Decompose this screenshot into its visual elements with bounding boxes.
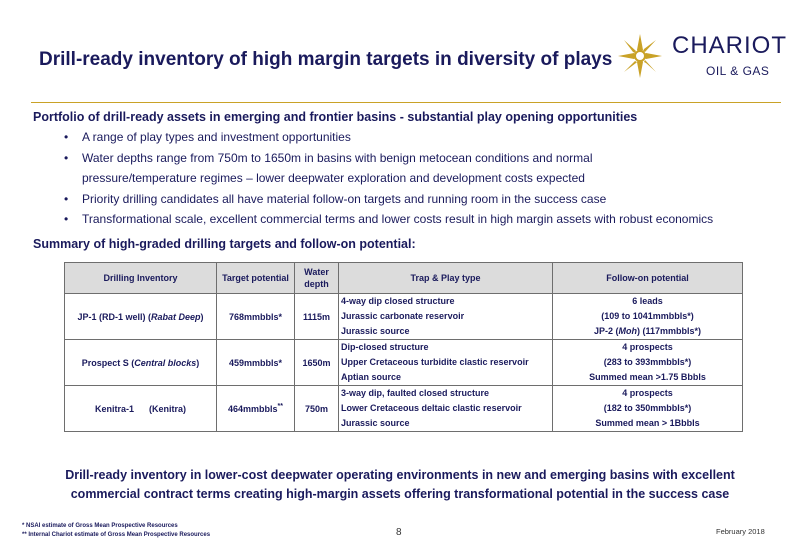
logo-subtitle: OIL & GAS bbox=[706, 64, 770, 78]
company-logo bbox=[612, 28, 800, 88]
trap-line: Aptian source bbox=[341, 372, 402, 382]
summary-heading: Summary of high-graded drilling targets and follow-on potential: bbox=[33, 237, 416, 251]
follow-on-cell bbox=[553, 340, 743, 386]
bullet-icon: • bbox=[64, 212, 69, 226]
follow-line: (109 to 1041mmbbls*) bbox=[601, 311, 694, 321]
bullet-icon: • bbox=[64, 150, 69, 165]
trap-line: Upper Cretaceous turbidite clastic reservoir bbox=[341, 357, 529, 367]
table-row bbox=[65, 340, 743, 386]
bullet-text: Water depths range from 750m to 1650m in basins with benign metocean conditions and normal bbox=[82, 150, 593, 165]
slide-date: February 2018 bbox=[716, 527, 765, 536]
bullet-icon: • bbox=[64, 191, 69, 206]
follow-on-cell bbox=[553, 386, 743, 432]
follow-line: Summed mean >1.75 Bbbls bbox=[589, 372, 706, 382]
closing-line: commercial contract terms creating high-margin assets offering transformational potential in the success case bbox=[70, 487, 730, 501]
footnote-nsai: * NSAI estimate of Gross Mean Prospective Resources bbox=[22, 523, 178, 529]
follow-line: 6 leads bbox=[632, 296, 663, 306]
trap-line: Dip-closed structure bbox=[341, 342, 429, 352]
header-target: Target potential bbox=[217, 263, 295, 294]
follow-on-cell bbox=[553, 294, 743, 340]
trap-line: Lower Cretaceous deltaic clastic reservoir bbox=[341, 403, 522, 413]
trap-line: Jurassic carbonate reservoir bbox=[341, 311, 465, 321]
inventory-cell: Kenitra-1 (Kenitra) bbox=[65, 386, 217, 432]
portfolio-heading: Portfolio of drill-ready assets in emerging and frontier basins - substantial play opening opportunities bbox=[33, 110, 638, 124]
water-depth-cell: 1650m bbox=[295, 340, 339, 386]
follow-line: (182 to 350mmbbls*) bbox=[603, 403, 692, 413]
bullet-item bbox=[64, 209, 784, 230]
closing-statement bbox=[40, 466, 760, 504]
page-title: Drill-ready inventory of high margin targets in diversity of plays bbox=[39, 49, 613, 70]
bullet-item bbox=[64, 127, 784, 148]
target-cell: 464mmbbls** bbox=[217, 386, 295, 432]
bullet-list bbox=[64, 127, 784, 230]
inventory-cell: Prospect S (Central blocks) bbox=[65, 340, 217, 386]
follow-line: 4 prospects bbox=[622, 342, 673, 352]
follow-line: JP-2 (Moh) (117mmbbls*) bbox=[593, 326, 702, 336]
trap-cell bbox=[339, 340, 553, 386]
water-depth-cell: 750m bbox=[295, 386, 339, 432]
follow-line: (283 to 393mmbbls*) bbox=[603, 357, 692, 367]
trap-line: 3-way dip, faulted closed structure bbox=[341, 388, 490, 398]
trap-cell bbox=[339, 294, 553, 340]
title-divider bbox=[31, 102, 781, 103]
inventory-cell: JP-1 (RD-1 well) (Rabat Deep) bbox=[65, 294, 217, 340]
table-row bbox=[65, 294, 743, 340]
trap-line: 4-way dip closed structure bbox=[341, 296, 455, 306]
bullet-text: A range of play types and investment opportunities bbox=[82, 130, 351, 144]
bullet-text-continued: pressure/temperature regimes – lower deepwater exploration and development costs expected bbox=[82, 171, 585, 185]
bullet-text: Priority drilling candidates all have material follow-on targets and running room in the success case bbox=[82, 191, 607, 206]
header-trap: Trap & Play type bbox=[339, 263, 553, 294]
bullet-item bbox=[64, 189, 784, 210]
bullet-text: Transformational scale, excellent commercial terms and lower costs result in high margin assets with robust economics bbox=[82, 212, 714, 226]
logo-star-icon bbox=[612, 28, 668, 84]
follow-line: 4 prospects bbox=[622, 388, 673, 398]
trap-line: Jurassic source bbox=[341, 418, 410, 428]
table-header-row bbox=[65, 263, 743, 294]
header-inventory: Drilling Inventory bbox=[65, 263, 217, 294]
water-depth-cell: 1115m bbox=[295, 294, 339, 340]
bullet-icon: • bbox=[64, 130, 69, 144]
target-cell: 459mmbbls* bbox=[217, 340, 295, 386]
table-row bbox=[65, 386, 743, 432]
closing-line: Drill-ready inventory in lower-cost deepwater operating environments in new and emerging basins with excellent bbox=[65, 468, 735, 482]
page-number: 8 bbox=[396, 527, 402, 538]
logo-name: CHARIOT bbox=[672, 32, 787, 59]
drilling-targets-table bbox=[64, 262, 743, 432]
follow-line: Summed mean > 1Bbbls bbox=[595, 418, 700, 428]
trap-line: Jurassic source bbox=[341, 326, 410, 336]
target-cell: 768mmbbls* bbox=[217, 294, 295, 340]
trap-cell bbox=[339, 386, 553, 432]
header-water-depth: Water depth bbox=[295, 263, 339, 294]
footnote-internal: ** Internal Chariot estimate of Gross Mean Prospective Resources bbox=[22, 532, 211, 538]
bullet-item bbox=[64, 148, 784, 189]
header-follow-on: Follow-on potential bbox=[553, 263, 743, 294]
